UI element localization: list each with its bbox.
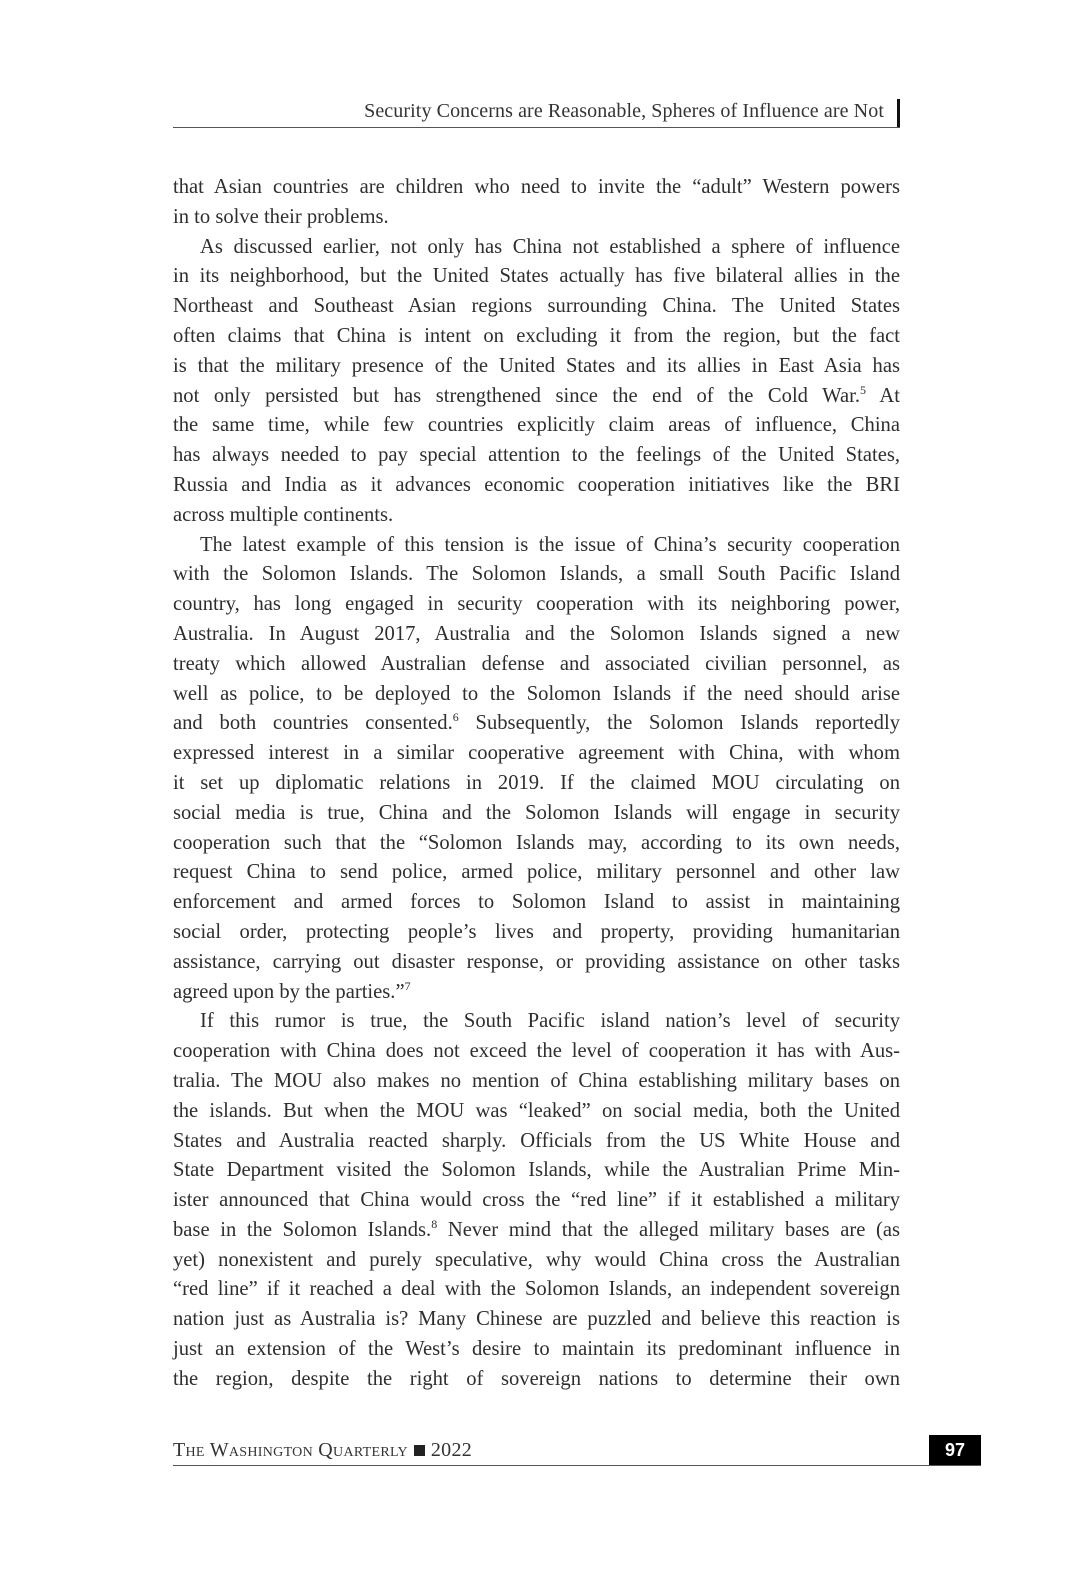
text-line — [173, 1097, 900, 1127]
text-line — [173, 262, 900, 292]
text-line — [173, 322, 900, 352]
text-line — [173, 1246, 900, 1276]
line-text: country, has long engaged in security cooperation with its neighboring power, — [173, 593, 900, 616]
line-text: well as police, to be deployed to the Solomon Islands if the need should arise — [173, 682, 900, 705]
running-title: Security Concerns are Reasonable, Spheres of Influence are Not — [364, 100, 884, 122]
line-text: just an extension of the West’s desire to maintain its predominant influence in — [173, 1338, 900, 1361]
text-line — [173, 680, 900, 710]
footnote-marker[interactable]: 6 — [452, 710, 459, 725]
line-text: tralia. The MOU also makes no mention of China establishing military bases on — [173, 1069, 900, 1092]
text-line — [173, 650, 900, 680]
paragraph-first-line — [173, 1007, 900, 1037]
text-line — [173, 501, 900, 531]
footer-journal-info — [173, 1439, 472, 1462]
line-text: Northeast and Southeast Asian regions surrounding China. The United States — [173, 295, 900, 318]
text-line — [173, 1275, 900, 1305]
line-text: in its neighborhood, but the United States actually has five bilateral allies in the — [173, 265, 900, 288]
line-text-continued: Subsequently, the Solomon Islands reportedly — [458, 712, 900, 735]
line-text: Australia. In August 2017, Australia and the Solomon Islands signed a new — [173, 622, 900, 645]
line-text: that Asian countries are children who need to invite the “adult” Western powers — [173, 176, 900, 198]
line-text: the region, despite the right of sovereign nations to determine their own — [173, 1367, 900, 1390]
line-text: social media is true, China and the Solomon Islands will engage in security — [173, 801, 900, 824]
text-line — [173, 1216, 900, 1246]
line-text: State Department visited the Solomon Islands, while the Australian Prime Min- — [173, 1159, 900, 1182]
line-text-continued: Never mind that the alleged military bases are (as — [437, 1218, 900, 1241]
text-line — [173, 1037, 900, 1067]
text-line — [173, 382, 900, 412]
running-header — [173, 96, 900, 128]
text-line — [173, 1305, 900, 1335]
line-text: assistance, carrying out disaster response, or providing assistance on other tasks — [173, 950, 900, 973]
article-body — [173, 173, 900, 1395]
text-line — [173, 888, 900, 918]
page-number: 97 — [929, 1435, 981, 1465]
square-bullet-icon — [414, 1445, 425, 1456]
footnote-marker[interactable]: 5 — [859, 382, 866, 397]
text-line — [173, 1186, 900, 1216]
running-footer — [173, 1437, 981, 1466]
line-text: States and Australia reacted sharply. Officials from the US White House and — [173, 1129, 900, 1152]
text-line — [173, 441, 900, 471]
text-line — [173, 173, 900, 203]
text-line — [173, 471, 900, 501]
text-line — [173, 292, 900, 322]
text-line — [173, 978, 900, 1008]
line-text: If this rumor is true, the South Pacific island nation’s level of security — [200, 1010, 900, 1033]
line-text: The latest example of this tension is the issue of China’s security cooperation — [200, 533, 900, 556]
text-line — [173, 918, 900, 948]
text-line — [173, 1335, 900, 1365]
text-line — [173, 948, 900, 978]
line-text: the islands. But when the MOU was “leaked” on social media, both the United — [173, 1099, 900, 1122]
line-text: nation just as Australia is? Many Chinese are puzzled and believe this reaction is — [173, 1308, 900, 1331]
journal-name: The Washington Quarterly — [173, 1439, 408, 1461]
line-text: not only persisted but has strengthened since the end of the Cold War. — [173, 384, 860, 407]
text-line — [173, 858, 900, 888]
line-text: cooperation such that the “Solomon Islands may, according to its own needs, — [173, 831, 900, 854]
line-text: yet) nonexistent and purely speculative, why would China cross the Australian — [173, 1248, 900, 1271]
text-line — [173, 560, 900, 590]
paragraph-first-line — [173, 531, 900, 561]
line-text: has always needed to pay special attention to the feelings of the United States, — [173, 444, 900, 467]
text-line — [173, 769, 900, 799]
line-text: treaty which allowed Australian defense and associated civilian personnel, as — [173, 652, 900, 675]
journal-year: 2022 — [430, 1439, 473, 1461]
line-text: ister announced that China would cross the “red line” if it established a military — [173, 1189, 900, 1212]
text-line — [173, 620, 900, 650]
paragraph-first-line — [173, 233, 900, 263]
line-text: base in the Solomon Islands. — [173, 1218, 432, 1241]
line-text: agreed upon by the parties.” — [173, 980, 405, 1003]
line-text: with the Solomon Islands. The Solomon Islands, a small South Pacific Island — [173, 563, 900, 586]
text-line — [173, 1156, 900, 1186]
text-line — [173, 739, 900, 769]
line-text: Russia and India as it advances economic cooperation initiatives like the BRI — [173, 473, 900, 496]
text-line — [173, 1067, 900, 1097]
footnote-marker[interactable]: 7 — [404, 978, 411, 993]
line-text: expressed interest in a similar cooperative agreement with China, with whom — [173, 742, 900, 765]
line-text: in to solve their problems. — [173, 205, 389, 228]
line-text: “red line” if it reached a deal with the Solomon Islands, an independent sovereign — [173, 1278, 900, 1301]
line-text: is that the military presence of the United States and its allies in East Asia has — [173, 354, 900, 377]
text-line — [173, 829, 900, 859]
line-text: cooperation with China does not exceed the level of cooperation it has with Aus- — [173, 1040, 900, 1063]
line-text: often claims that China is intent on excluding it from the region, but the fact — [173, 324, 900, 347]
text-line — [173, 1365, 900, 1395]
line-text: the same time, while few countries explicitly claim areas of influence, China — [173, 414, 900, 437]
line-text: request China to send police, armed police, military personnel and other law — [173, 861, 900, 884]
text-line — [173, 411, 900, 441]
text-line — [173, 352, 900, 382]
text-line — [173, 709, 900, 739]
line-text: As discussed earlier, not only has China not established a sphere of influence — [200, 235, 900, 258]
line-text: across multiple continents. — [173, 503, 394, 526]
line-text: it set up diplomatic relations in 2019. If the claimed MOU circulating on — [173, 771, 900, 794]
text-line — [173, 590, 900, 620]
text-line — [173, 1127, 900, 1157]
text-line — [173, 203, 900, 233]
text-line — [173, 799, 900, 829]
line-text: and both countries consented. — [173, 712, 453, 735]
header-vertical-rule — [897, 99, 900, 127]
footnote-marker[interactable]: 8 — [431, 1216, 438, 1231]
line-text: enforcement and armed forces to Solomon Island to assist in maintaining — [173, 891, 900, 914]
line-text-continued: At — [865, 384, 900, 407]
line-text: social order, protecting people’s lives and property, providing humanitarian — [173, 920, 900, 943]
